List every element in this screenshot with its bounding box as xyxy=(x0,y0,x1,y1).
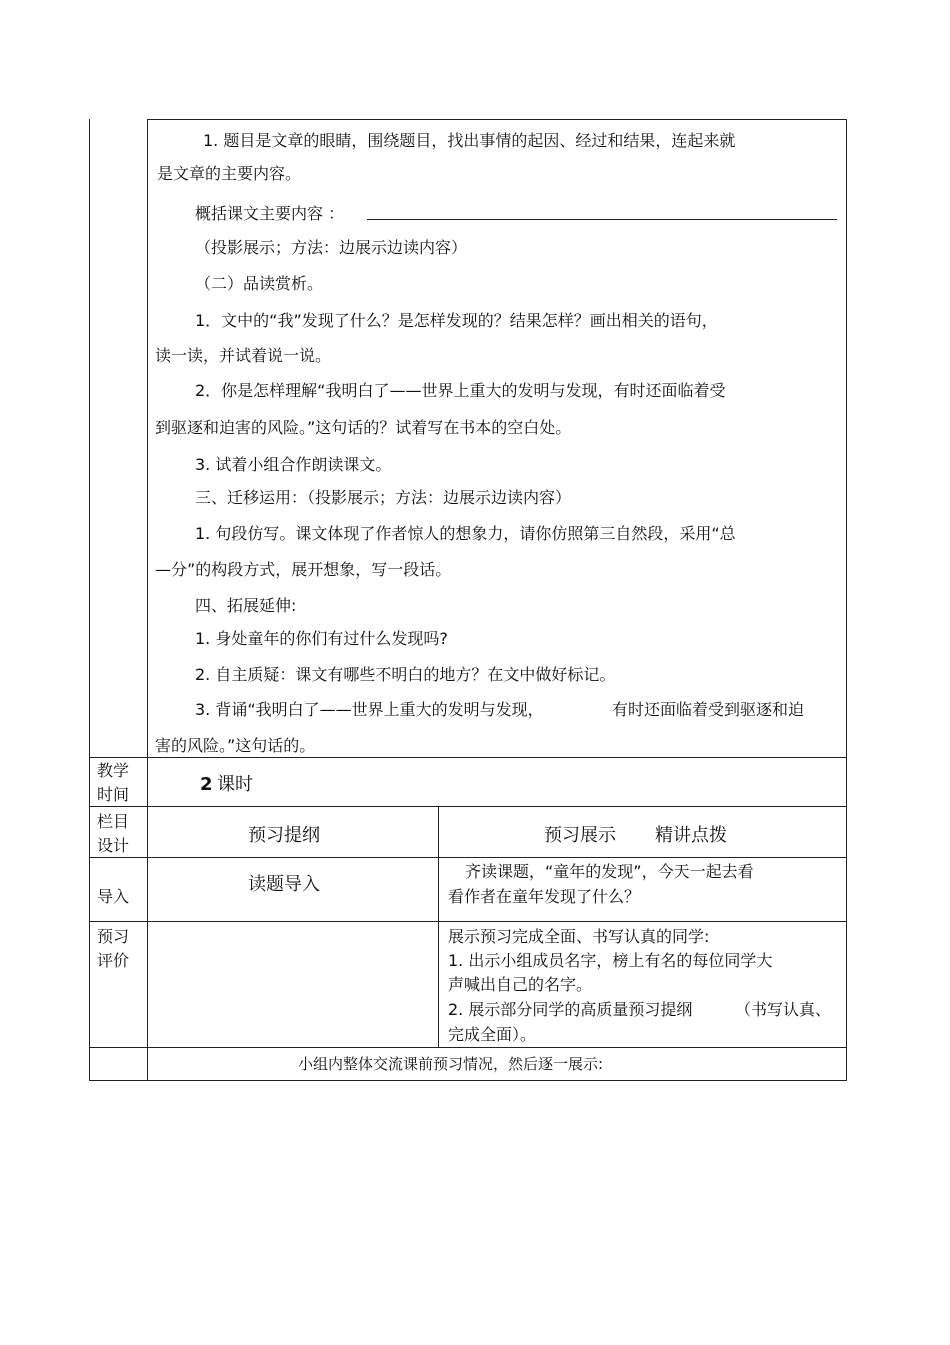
content-line-7: 读一读，并试着说一说。 xyxy=(155,346,332,365)
content-line-1: 1. 题目是文章的眼睛，围绕题目，找出事情的起因、经过和结果，连起来就 xyxy=(203,131,736,150)
time-number: 2 xyxy=(200,774,213,795)
time-unit: 课时 xyxy=(217,774,253,795)
content-line-18: 害的风险。”这句话的。 xyxy=(155,736,316,755)
time-label-2: 时间 xyxy=(97,785,130,804)
content-line-11: 三、迁移运用：（投影展示；方法：边展示边读内容） xyxy=(195,488,572,507)
time-label-1: 教学 xyxy=(97,761,130,780)
content-line-4: （投影展示；方法：边展示边读内容） xyxy=(195,238,468,257)
row-divider-evaluation xyxy=(89,921,847,922)
content-line-15: 1. 身处童年的你们有过什么发现吗? xyxy=(195,629,448,648)
intro-label: 导入 xyxy=(97,887,130,906)
columns-label-2: 设计 xyxy=(97,836,130,855)
evaluation-line-4b: （书写认真、 xyxy=(735,1000,832,1019)
content-line-6: 1．文中的“我”发现了什么？是怎样发现的？结果怎样？画出相关的语句， xyxy=(195,311,718,330)
evaluation-line-5: 完成全面）。 xyxy=(448,1025,537,1044)
evaluation-line-3: 声喊出自己的名字。 xyxy=(448,975,593,994)
content-line-8: 2．你是怎样理解“我明白了——世界上重大的发明与发现，有时还面临着受 xyxy=(195,381,726,400)
row-divider-last xyxy=(89,1047,847,1048)
content-line-10: 3. 试着小组合作朗读课文。 xyxy=(195,455,392,474)
content-line-5: （二）品读赏析。 xyxy=(195,274,324,293)
evaluation-line-4a: 2. 展示部分同学的高质量预习提纲 xyxy=(448,1000,693,1019)
content-line-12: 1. 句段仿写。课文体现了作者惊人的想象力，请你仿照第三自然段，采用“总 xyxy=(195,524,736,543)
content-line-16: 2. 自主质疑：课文有哪些不明白的地方？在文中做好标记。 xyxy=(195,665,616,684)
content-line-2: 是文章的主要内容。 xyxy=(157,164,302,183)
table-border-bottom xyxy=(89,1080,847,1081)
preview-show-header: 预习展示 xyxy=(544,825,616,846)
row-divider-time xyxy=(89,757,847,758)
table-border-right xyxy=(846,119,847,1081)
evaluation-line-2: 1. 出示小组成员名字，榜上有名的每位同学大 xyxy=(448,951,773,970)
row-divider-columns xyxy=(89,806,847,807)
row-divider-intro xyxy=(89,857,847,858)
content-line-13: —分”的构段方式，展开想象，写一段话。 xyxy=(155,560,452,579)
evaluation-label-2: 评价 xyxy=(97,951,130,970)
columns-label-1: 栏目 xyxy=(97,812,130,831)
table-border-left xyxy=(89,119,90,1081)
label-column-divider xyxy=(147,119,148,1081)
summary-answer-line xyxy=(367,219,837,220)
explain-header: 精讲点拨 xyxy=(655,825,727,846)
intro-line-2: 看作者在童年发现了什么？ xyxy=(448,887,641,906)
content-line-17a: 3. 背诵“我明白了——世界上重大的发明与发现， xyxy=(195,700,544,719)
content-line-17b: 有时还面临着受到驱逐和迫 xyxy=(612,700,805,719)
summary-prompt: 概括课文主要内容 ： xyxy=(195,204,345,223)
last-row-text: 小组内整体交流课前预习情况，然后逐一展示: xyxy=(298,1055,604,1073)
content-line-14: 四、拓展延伸: xyxy=(195,596,297,615)
intro-line-1: 齐读课题，“童年的发现”，今天一起去看 xyxy=(465,862,754,881)
evaluation-line-1: 展示预习完成全面、书写认真的同学: xyxy=(448,927,710,946)
middle-column-divider xyxy=(438,806,439,1047)
intro-title: 读题导入 xyxy=(248,874,320,895)
table-border-top xyxy=(148,119,847,120)
evaluation-label-1: 预习 xyxy=(97,927,130,946)
preview-outline-header: 预习提纲 xyxy=(248,825,320,846)
content-line-9: 到驱逐和迫害的风险。”这句话的？试着写在书本的空白处。 xyxy=(155,418,572,437)
